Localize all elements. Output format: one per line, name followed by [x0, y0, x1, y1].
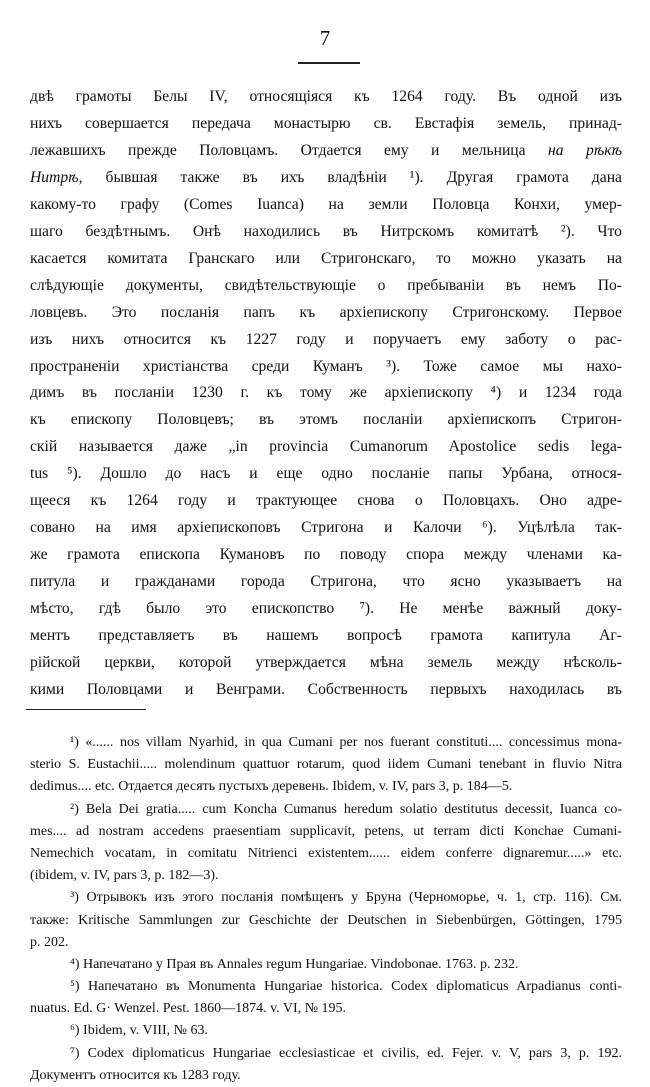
italic-text: на рѣкѣ: [548, 141, 623, 159]
text-line: [30, 273, 622, 300]
line-text: шаго бездѣтнымъ. Онѣ находились въ Нитрскомъ комитатѣ ²). Что: [30, 222, 622, 240]
footnote-5-line: ⁵) Напечатано въ Monumenta Hungariae historica. Codex diplomaticus Arpadianus conti-: [70, 979, 622, 995]
line-text: мѣсто, гдѣ было это епископство ⁷). Не менѣе важный доку-: [30, 600, 622, 618]
line-text: щееся къ 1264 году и трактующее снова о Половцахъ. Оно адре-: [30, 492, 622, 510]
line-text: рiйской церкви, которой утверждается мѣна земель между нѣсколь-: [30, 654, 622, 672]
text-line: [30, 461, 622, 488]
footnote-2-line: Nemechich vocatam, in comitatu Nitrienci existentem...... eidem conferre dignaremur.....» etc.: [30, 845, 622, 861]
text-line: [30, 219, 622, 246]
line-text: къ епископу Половцевъ; въ этомъ посланiи архiепископъ Стригон-: [30, 411, 622, 429]
line-text: ловцевъ. Это посланiя папъ къ архiепископу Стригонскому. Первое: [30, 303, 622, 321]
footnote-2-line: mes.... ad nostram accedens praesentiam supplicavit, petens, ut terram dicti Konchae Cumani-: [30, 823, 622, 839]
text-line: [30, 407, 622, 434]
line-text: , бывшая также въ ихъ владѣнiи ¹). Другая грамота дана: [78, 168, 622, 186]
text-line: [30, 246, 622, 273]
text-line: [30, 138, 622, 165]
footnote-1-line: ¹) «...... nos villam Nyarhid, in qua Cumani per nos fuerant constituti.... concessimus mona-: [70, 735, 622, 750]
footnote-5-line: nuatus. Ed. G· Wenzel. Pest. 1860—1874. v. VI, № 195.: [30, 1001, 347, 1017]
line-text: питула и гражданами города Стригона, что ясно указываетъ на: [30, 573, 622, 591]
text-line: [30, 84, 622, 111]
line-text: димъ въ посланiи 1230 г. къ тому же архiепископу ⁴) и 1234 года: [30, 384, 622, 402]
page-number: 7: [319, 26, 331, 50]
footnote-1-line: dedimus.... etc. Отдается десять пустыхъ деревень. Ibidem, v. IV, pars 3, p. 184—5.: [30, 779, 513, 795]
text-line: [30, 380, 622, 407]
footnote-2-line: ²) Bela Dei gratia..... cum Koncha Cumanus heredum solatio destitutus decessit, Iuanca co-: [70, 801, 622, 817]
line-text: лежавшихъ прежде Половцамъ. Отдается ему и мельница: [30, 141, 549, 159]
line-text: нихъ совершается передача монастырю св. Евстафiя земель, принад-: [30, 114, 622, 132]
line-text: скiй называется даже „in provincia Cumanorum Apostolice sedis lega-: [30, 438, 622, 456]
text-line: [30, 677, 622, 704]
line-text: же грамота епископа Кумановъ по поводу спора между членами ка-: [30, 546, 622, 564]
footnote-7-line: Документъ относится къ 1283 году.: [30, 1067, 241, 1083]
line-text: совано на имя архiепископовъ Стригона и Калочи ⁶). Уцѣлѣла так-: [30, 519, 622, 537]
text-line: [30, 650, 622, 677]
footnote-2-line: (ibidem, v. IV, pars 3, p. 182—3).: [30, 868, 219, 884]
text-line: [30, 542, 622, 569]
footnote-3-line: ³) Отрывокъ изъ этого посланiя помѣщенъ у Бруна (Черноморье, ч. 1, стр. 116). См.: [70, 890, 622, 906]
text-line: [30, 434, 622, 461]
footnote-1-line: sterio S. Eustachii..... molendinum quattuor rotarum, quod iidem Cumani tenebant in fluvio Nitra: [30, 757, 622, 773]
footnote-6-line: ⁶) Ibidem, v. VIII, № 63.: [70, 1023, 208, 1039]
footnote-7-line: ⁷) Codex diplomaticus Hungariae ecclesiasticae et civilis, ed. Fejer. v. V, pars 3, p. 192.: [70, 1045, 622, 1061]
text-line: [30, 111, 622, 138]
line-text: кими Половцами и Венграми. Собственность первыхъ находилась въ: [30, 680, 622, 698]
line-text: пространенiи христiанства среди Куманъ ³). Тоже самое мы нахо-: [30, 357, 622, 375]
text-line: [30, 569, 622, 596]
italic-text: Нитрѣ: [30, 168, 79, 186]
text-line: [30, 623, 622, 650]
header-rule: [298, 62, 360, 64]
footnote-3-line: также: Kritische Sammlungen zur Geschichte der Deutschen in Siebenbürgen, Göttingen, 1795: [30, 912, 622, 928]
text-line: [30, 165, 622, 192]
footnotes: [30, 732, 622, 1087]
text-line: [30, 488, 622, 515]
text-line: [30, 354, 622, 381]
line-text: ментъ представляетъ въ нашемъ вопросѣ грамота капитула Аг-: [30, 627, 622, 645]
line-text: tus ⁵). Дошло до насъ и еще одно посланiе папы Урбана, относя-: [30, 465, 622, 483]
line-text: слѣдующiе документы, свидѣтельствующiе о пребыванiи въ немъ По-: [30, 276, 622, 294]
footnote-4-line: ⁴) Напечатано у Прая въ Annales regum Hungariae. Vindobonae. 1763. p. 232.: [70, 956, 519, 972]
text-line: [30, 515, 622, 542]
text-line: [30, 327, 622, 354]
line-text: какому-то графу (Comes Iuanca) на земли Половца Конхи, умер-: [30, 195, 622, 213]
line-text: изъ нихъ относится къ 1227 году и поручаетъ ему заботу о рас-: [30, 330, 622, 348]
line-text: двѣ грамоты Белы IV, относящiяся къ 1264 году. Въ одной изъ: [30, 88, 622, 105]
text-line: [30, 300, 622, 327]
body-text: [30, 84, 622, 704]
footnote-rule: [26, 709, 146, 710]
text-line: [30, 192, 622, 219]
footnote-3-line: p. 202.: [30, 934, 69, 950]
line-text: касается комитата Гранскаго или Стригонскаго, то можно указать на: [30, 249, 622, 267]
text-line: [30, 596, 622, 623]
